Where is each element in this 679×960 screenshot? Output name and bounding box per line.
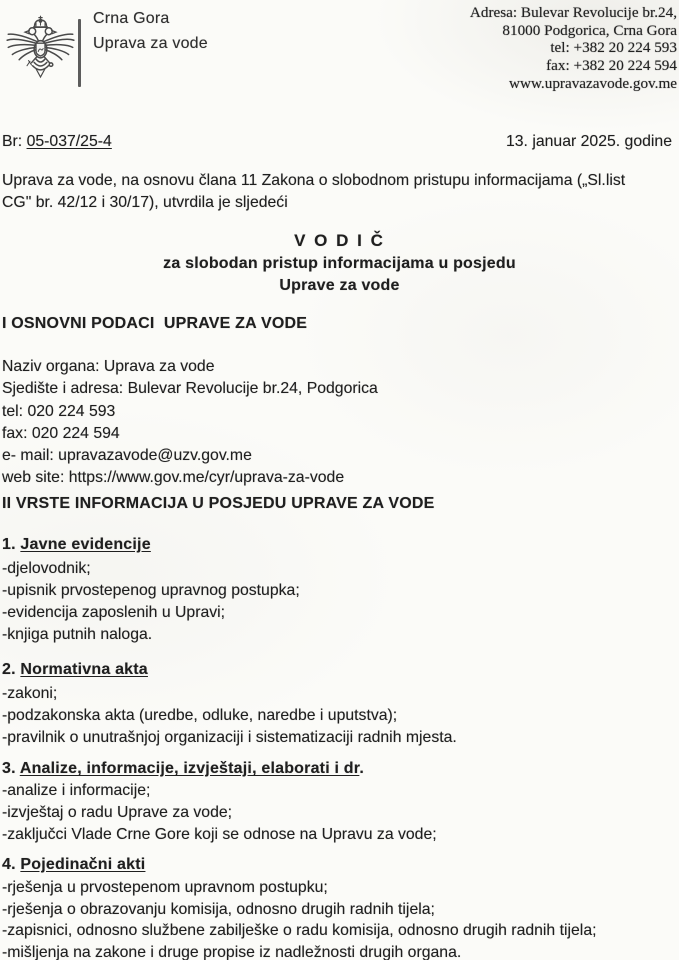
list-item: -mišljenja na zakone i druge propise iz nadležnosti drugih organa. xyxy=(2,943,462,960)
org-identity xyxy=(93,7,208,56)
letterhead-divider xyxy=(78,19,81,87)
subsection-title-analize xyxy=(2,760,364,778)
montenegro-coat-of-arms-icon xyxy=(3,13,78,90)
org-country: Crna Gora xyxy=(93,10,170,27)
subsection-number: 1. xyxy=(2,536,16,553)
address-line: fax: +382 20 224 594 xyxy=(546,57,677,75)
list-item: -rješenja o obrazovanju komisija, odnosno drugih radnih tijela; xyxy=(2,900,435,918)
list-item: -pravilnik o unutrašnjoj organizaciji i sistematizaciji radnih mjesta. xyxy=(2,729,457,746)
org-naziv-line: Naziv organa: Uprava za vode xyxy=(2,358,215,375)
org-sjediste-line: Sjedište i adresa: Bulevar Revolucije br.24, Podgorica xyxy=(2,380,378,398)
org-email-line: e- mail: upravazavode@uzv.gov.me xyxy=(2,447,252,465)
intro-paragraph xyxy=(2,170,679,215)
subsection-title-text: Analize, informacije, izvještaji, elaborati i dr xyxy=(19,760,360,777)
address-line: tel: +382 20 224 593 xyxy=(550,39,677,57)
subsection-number: 4. xyxy=(2,856,16,873)
section-heading-osnovni-podaci: I OSNOVNI PODACI UPRAVE ZA VODE xyxy=(2,315,308,332)
address-line: 81000 Podgorica, Crna Gora xyxy=(502,21,677,39)
reference-number-line xyxy=(2,133,112,151)
subsection-list-normativna-akta xyxy=(2,683,457,749)
reference-label: Br: xyxy=(2,133,23,150)
intro-line: CG" br. 42/12 i 30/17), utvrdila je sljedeći xyxy=(2,194,288,212)
address-line website: www.upravazavode.gov.me xyxy=(509,74,677,92)
list-item: -upisnik prvostepenog upravnog postupka; xyxy=(2,582,300,599)
subsection-title-normativna-akta xyxy=(2,661,148,679)
subsection-number: 3. xyxy=(2,760,16,777)
list-item: -evidencija zaposlenih u Upravi; xyxy=(2,604,226,621)
list-item: -analize i informacije; xyxy=(2,782,151,799)
list-item: -izvještaj o radu Uprave za vode; xyxy=(2,804,233,821)
document-subtitle: za slobodan pristup informacijama u posjedu xyxy=(163,255,516,272)
subsection-list-pojedinacni-akti xyxy=(2,877,597,960)
org-contact-details xyxy=(2,356,378,490)
org-name: Uprava za vode xyxy=(93,34,208,52)
letterhead-address xyxy=(470,4,677,93)
subsection-list-analize xyxy=(2,780,437,846)
list-item: -djelovodnik; xyxy=(2,560,91,577)
intro-line: Uprava za vode, na osnovu člana 11 Zakona o slobodnom pristupu informacijama („Sl.list xyxy=(2,172,626,189)
list-item: -zakoni; xyxy=(2,685,58,702)
list-item: -podzakonska akta (uredbe, odluke, naredbe i uputstva); xyxy=(2,707,398,724)
reference-number: 05-037/25-4 xyxy=(26,133,112,150)
list-item: -knjiga putnih naloga. xyxy=(2,626,153,643)
subsection-list-javne-evidencije xyxy=(2,558,300,646)
reference-row xyxy=(2,133,672,151)
subsection-title-pojedinacni-akti xyxy=(2,856,145,874)
section-heading-vrste-informacija: II VRSTE INFORMACIJA U POSJEDU UPRAVE ZA VODE xyxy=(2,495,435,512)
subsection-title-text: Pojedinačni akti xyxy=(20,856,146,873)
subsection-title-text: Javne evidencije xyxy=(20,536,151,553)
document-subtitle-org: Uprave za vode xyxy=(279,277,400,294)
list-item: -rješenja u prvostepenom upravnom postupku; xyxy=(2,879,328,896)
subsection-title-javne-evidencije xyxy=(2,536,151,554)
list-item: -zaključci Vlade Crne Gore koji se odnose na Upravu za vode; xyxy=(2,826,437,843)
document-title: V O D I Č xyxy=(294,231,385,250)
subsection-number: 2. xyxy=(2,661,16,678)
org-tel-line: tel: 020 224 593 xyxy=(2,402,116,420)
address-line: Adresa: Bulevar Revolucije br.24, xyxy=(469,4,677,21)
org-fax-line: fax: 020 224 594 xyxy=(2,424,120,442)
subsection-title-text: Normativna akta xyxy=(20,661,148,678)
subsection-title-suffix: . xyxy=(359,760,364,777)
list-item: -zapisnici, odnosno službene zabilješke o radu komisija, odnosno drugih radnih tijela; xyxy=(2,922,597,940)
org-website-line: web site: https://www.gov.me/cyr/uprava-za-vode xyxy=(2,469,345,487)
document-date: 13. januar 2025. godine xyxy=(505,133,672,150)
